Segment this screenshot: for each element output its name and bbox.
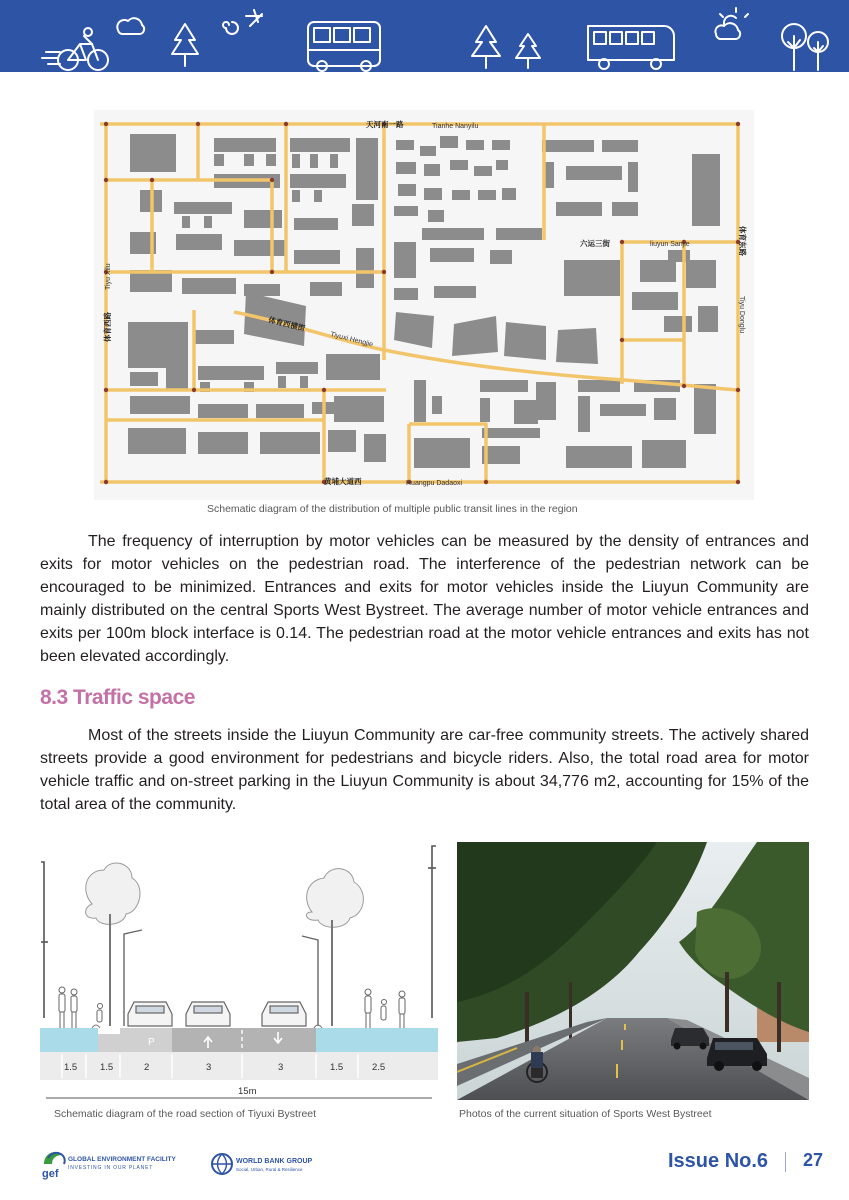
section-title: 8.3 Traffic space — [40, 686, 195, 709]
label-tianhe-en: Tianhe Nanyilu — [432, 123, 479, 130]
label-tiyu-dong-en: Tiyu Donglu — [738, 296, 745, 334]
building-footprints — [128, 134, 720, 468]
label-tiyu-dong-cn: 体育东路 — [738, 226, 747, 256]
transit-map — [94, 110, 754, 500]
label-tiyu-xi-en: Tiyu Xilu — [105, 263, 112, 290]
total-width: 15m — [238, 1086, 257, 1097]
label-tiyuxi-heng-cn: 体育西横街 — [267, 315, 307, 334]
road-section-diagram — [40, 842, 438, 1104]
cloud-icon — [117, 18, 144, 34]
map-caption: Schematic diagram of the distribution of multiple public transit lines in the region — [207, 503, 578, 515]
width-5: 3 — [278, 1062, 284, 1073]
footer-divider — [785, 1152, 786, 1172]
body-paragraph-2: Most of the streets inside the Liuyun Community are car-free community streets. The actively shared streets provide a good environment for pedestrians and bicycle riders. Also, the total road area for motor vehicle traffic and on-street parking in the Liuyun Community is about 34,776 m2, accounting for 15% of the total area of the community. — [40, 727, 809, 813]
width-7: 2.5 — [372, 1062, 386, 1073]
street-trees — [86, 863, 364, 1026]
road-bands — [40, 1025, 438, 1052]
wb-tagline: Social, Urban, Rural & Resilience — [236, 1167, 303, 1172]
gef-name: GLOBAL ENVIRONMENT FACILITY — [68, 1156, 176, 1163]
width-6: 1.5 — [330, 1062, 344, 1073]
spiral-icon — [223, 10, 262, 34]
label-huangpu-en: Huangpu Dadaoxi — [406, 480, 463, 487]
coach-icon — [588, 26, 674, 69]
trees-icon — [472, 26, 540, 68]
issue-label: Issue No.6 — [668, 1150, 769, 1172]
dimension-bar — [40, 1052, 438, 1098]
footer-logos — [40, 1146, 360, 1182]
photo-caption: Photos of the current situation of Sports West Bystreet — [459, 1108, 712, 1120]
cyclist-icon — [42, 28, 108, 70]
width-1: 1.5 — [64, 1062, 78, 1073]
section-caption: Schematic diagram of the road section of Tiyuxi Bystreet — [54, 1108, 317, 1120]
round-trees-icon — [782, 24, 828, 70]
width-2: 1.5 — [100, 1062, 114, 1073]
label-tiyuxi-heng-en: Tiyuxi Hengjie — [329, 331, 374, 349]
body-paragraph-1: The frequency of interruption by motor vehicles can be measured by the density of entrances and exits for motor vehicles on the pedestrian road. The interference of the pedestrian network can be encouraged to be minimized. Entrances and exits for motor vehicles inside the Liuyun Community are mainly distributed on the central Sports West Bystreet. The average number of motor vehicle entrances and exits per 100m block interface is 0.14. The pedestrian road at the motor vehicle entrances and exits has not been elevated accordingly. — [40, 533, 809, 665]
label-tiyu-xi-cn: 体育西路 — [103, 312, 112, 342]
label-tianhe-cn: 天河南一路 — [366, 120, 404, 129]
gef-logo — [42, 1152, 177, 1180]
wb-name: WORLD BANK GROUP — [236, 1158, 313, 1165]
sun-cloud-icon — [715, 8, 748, 39]
tree-icon — [172, 24, 198, 66]
parking-label: P — [148, 1037, 155, 1048]
gef-tagline: INVESTING IN OUR PLANET — [68, 1165, 154, 1171]
world-bank-logo — [212, 1154, 313, 1174]
cars — [128, 1002, 306, 1026]
header-banner — [0, 0, 849, 72]
label-huangpu-cn: 黄埔大道西 — [324, 477, 362, 486]
label-liuyun-cn: 六运三街 — [580, 239, 610, 248]
page-number: 27 — [803, 1150, 824, 1170]
street-photo — [457, 842, 809, 1100]
width-3: 2 — [144, 1062, 150, 1073]
gef-mark: gef — [42, 1168, 59, 1180]
label-liuyun-en: liuyun Sanjie — [650, 241, 690, 248]
bus-icon — [308, 22, 380, 71]
width-4: 3 — [206, 1062, 212, 1073]
